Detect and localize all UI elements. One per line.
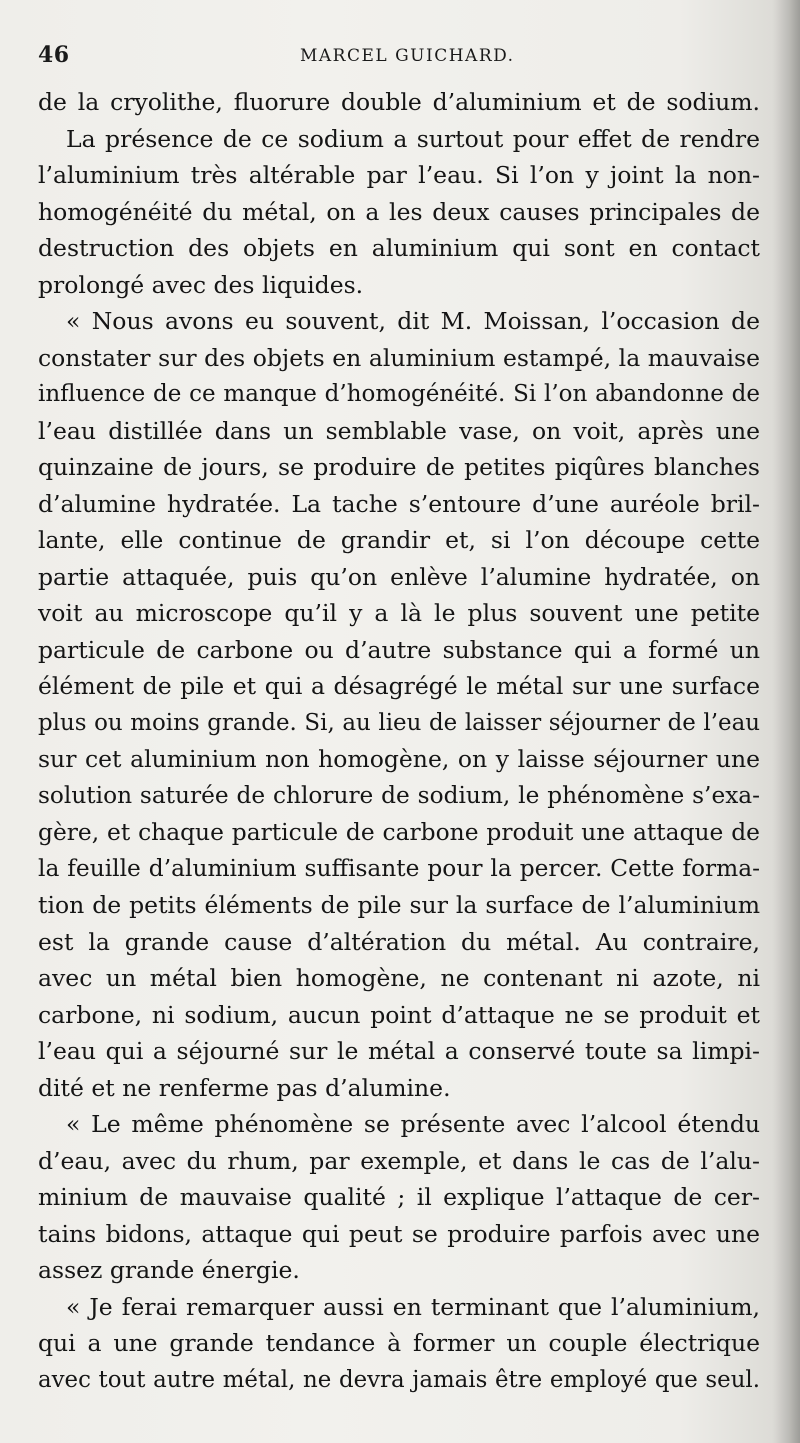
text-line: « Nous avons eu souvent, dit M. Moissan, l’occasion de	[66, 307, 760, 335]
text-line: homogénéité du métal, on a les deux causes principales de	[38, 197, 760, 226]
text-line: prolongé avec des liquides.	[38, 270, 364, 299]
text-line: l’aluminium très altérable par l’eau. Si l’on y joint la non-	[38, 161, 760, 189]
text-line: influence de ce manque d’homogénéité. Si l’on abandonne de	[38, 381, 760, 407]
text-line: l’eau distillée dans un semblable vase, on voit, après une	[38, 416, 760, 445]
text-line: tains bidons, attaque qui peut se produire parfois avec une	[38, 1219, 760, 1248]
text-line: sur cet aluminium non homogène, on y laisse séjourner une	[38, 745, 760, 773]
page-number: 46	[38, 42, 70, 68]
text-line: carbone, ni sodium, aucun point d’attaque ne se produit et	[38, 1000, 760, 1029]
text-line: la feuille d’aluminium suffisante pour la percer. Cette forma-	[38, 854, 760, 882]
text-line: qui a une grande tendance à former un couple électrique	[38, 1329, 760, 1357]
text-line: est la grande cause d’altération du métal. Au contraire,	[38, 927, 760, 956]
text-line: tion de petits éléments de pile sur la surface de l’aluminium	[38, 891, 760, 919]
text-line: quinzaine de jours, se produire de petites piqûres blanches	[38, 453, 760, 481]
text-line: minium de mauvaise qualité ; il explique l’attaque de cer-	[38, 1183, 760, 1211]
text-line: l’eau qui a séjourné sur le métal a conservé toute sa limpi-	[38, 1037, 760, 1065]
text-line: particule de carbone ou d’autre substance qui a formé un	[38, 635, 760, 664]
text-line: gère, et chaque particule de carbone produit une attaque de	[38, 818, 760, 846]
text-line: solution saturée de chlorure de sodium, le phénomène s’exa-	[38, 781, 760, 809]
text-line: partie attaquée, puis qu’on enlève l’alumine hydratée, on	[38, 562, 760, 591]
running-head: MARCEL GUICHARD.	[300, 46, 515, 66]
text-line: avec tout autre métal, ne devra jamais être employé que seul.	[38, 1366, 760, 1393]
text-line: assez grande énergie.	[38, 1256, 300, 1284]
body-text	[38, 84, 760, 1398]
text-line: plus ou moins grande. Si, au lieu de laisser séjourner de l’eau	[38, 709, 760, 736]
page-header	[38, 42, 758, 76]
text-line: La présence de ce sodium a surtout pour effet de rendre	[66, 124, 760, 153]
text-line: voit au microscope qu’il y a là le plus souvent une petite	[38, 599, 760, 627]
text-line: élément de pile et qui a désagrégé le métal sur une surface	[38, 672, 760, 700]
text-line: constater sur des objets en aluminium estampé, la mauvaise	[38, 343, 760, 372]
page-edge-shadow	[772, 0, 800, 1443]
text-line: « Je ferai remarquer aussi en terminant que l’aluminium,	[66, 1292, 760, 1321]
text-line: dité et ne renferme pas d’alumine.	[38, 1073, 451, 1102]
text-line: « Le même phénomène se présente avec l’alcool étendu	[66, 1110, 760, 1138]
text-line: lante, elle continue de grandir et, si l’on découpe cette	[38, 526, 760, 554]
text-line: destruction des objets en aluminium qui sont en contact	[38, 234, 760, 262]
text-line: d’alumine hydratée. La tache s’entoure d’une auréole bril-	[38, 489, 760, 518]
text-line: avec un métal bien homogène, ne contenant ni azote, ni	[38, 964, 760, 992]
text-line: de la cryolithe, fluorure double d’aluminium et de sodium.	[38, 88, 760, 116]
text-line: d’eau, avec du rhum, par exemple, et dans le cas de l’alu-	[38, 1146, 760, 1175]
